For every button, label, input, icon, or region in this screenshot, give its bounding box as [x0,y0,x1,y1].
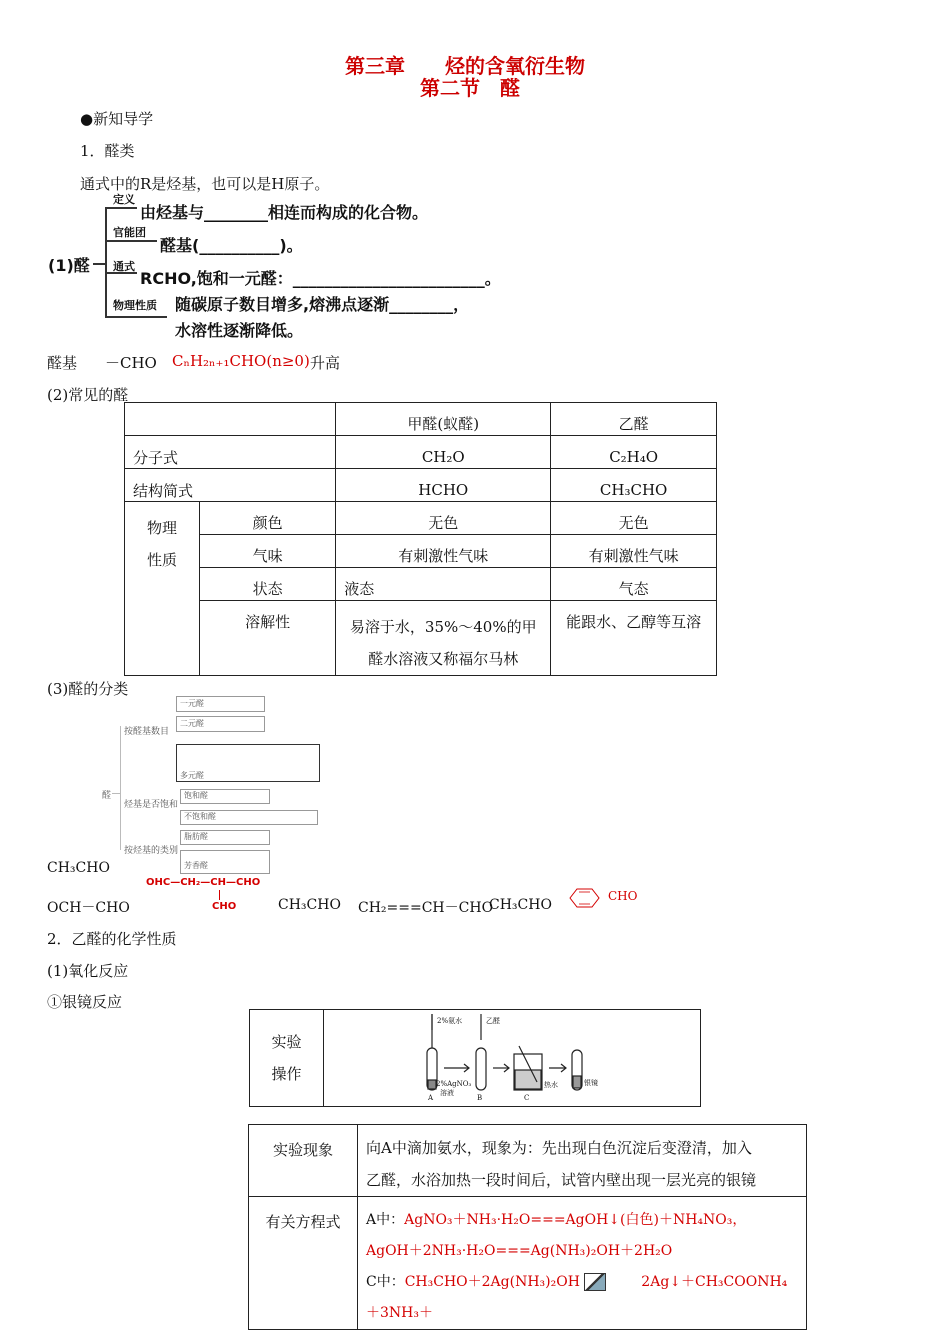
branch-text-functional-group: 醛基(__________)。 [160,236,303,255]
leaf-mono: 一元醛 [180,699,204,708]
equation-label: 有关方程式 [249,1197,358,1330]
common-heading: (2)常见的醛 [47,386,129,404]
label-solution: 溶液 [440,1089,454,1097]
formaldehyde-state: 液态 [336,568,551,601]
formaldehyde-solubility-2: 醛水溶液又称福尔马林 [368,650,519,668]
branch-label-definition: 定义 [113,193,135,206]
label-agno3: 2%AgNO₃ [436,1080,472,1088]
table-corner [125,403,336,436]
classify-heading: (3)醛的分类 [47,680,129,698]
formaldehyde-solubility-1: 易溶于水，35%～40%的甲 [349,618,537,636]
section-title: 第二节 醛 [420,76,520,100]
eq-c-line-2: 2Ag↓＋CH₃COONH₄＋3NH₃＋ [366,1274,788,1321]
branch-label-functional-group: 官能团 [113,226,146,239]
row-label-state: 状态 [200,568,336,601]
eq-c-line-1: CH₃CHO＋2Ag(NH₃)₂OH [404,1274,580,1290]
benzene-ring-icon [562,886,607,910]
physical-label-2: 性质 [146,551,177,569]
answer-4: 升高 [310,354,341,372]
classify-answer-6: CH₂===CH－CHO [358,900,494,916]
acetaldehyde-solubility: 能跟水、乙醇等互溶 [551,601,717,676]
physical-label-1: 物理 [146,519,177,537]
header-acetaldehyde: 乙醛 [551,403,717,436]
answer-3: CₙH₂ₙ₊₁CHO(n≥0) [172,352,310,370]
formaldehyde-color: 无色 [336,502,551,535]
label-ammonia: 2%氨水 [437,1017,463,1025]
leaf-di: 二元醛 [180,719,204,728]
row-label-formula: 分子式 [125,436,336,469]
operation-label [250,1010,324,1107]
answer-1: 醛基 [47,354,78,372]
acetaldehyde-formula: C₂H₄O [551,436,717,469]
physical-properties-label [125,502,200,676]
row-label-odor: 气味 [200,535,336,568]
label-acetaldehyde: 乙醛 [486,1017,500,1025]
experiment-result-table [248,1124,807,1330]
row-label-color: 颜色 [200,502,336,535]
acetaldehyde-state: 气态 [551,568,717,601]
chapter-title: 第三章 烃的含氧衍生物 [345,54,585,78]
classify-answer-1: CH₃CHO [47,860,110,876]
classify-root: 醛 [102,791,112,801]
eq-a-prefix: A中： [366,1212,405,1228]
header-formaldehyde: 甲醛(蚁醛) [336,403,551,436]
classify-answer-5: CH₃CHO [278,897,341,913]
eq-c-prefix: C中： [366,1274,405,1290]
phenomenon-line-2: 乙醛，水浴加热一段时间后，试管内壁出现一层光亮的银镜 [366,1171,757,1189]
heating-condition-icon [584,1273,606,1291]
leaf-saturated: 饱和醛 [184,791,208,800]
classify-answer-3: CHO [212,901,237,912]
phenomenon-line-1: 向A中滴加氨水，现象为：先出现白色沉淀后变澄清，加入 [366,1139,752,1157]
leaf-aliphatic: 脂肪醛 [184,832,208,841]
silver-mirror-heading: ①银镜反应 [47,993,123,1011]
operation-figure [324,1010,701,1107]
classify-answer-2: OHC—CH₂—CH—CHO [146,877,261,888]
leaf-aromatic: 芳香醛 [184,861,208,870]
phenomenon-label: 实验现象 [249,1125,358,1197]
label-b: B [477,1094,483,1102]
group-hydrocarbon: 按烃基的类别 [124,846,179,856]
classify-answer-7: CH₃CHO [489,897,552,913]
label-a: A [428,1094,434,1102]
common-aldehydes-table [124,402,717,676]
bullet-heading: ●新知导学 [80,110,154,128]
row-label-structure: 结构简式 [125,469,336,502]
equation-text [358,1197,807,1330]
group-count: 按醛基数目 [124,727,170,737]
answer-2: －CHO [105,354,157,372]
intro-note: 通式中的R是烃基，也可以是H原子。 [80,175,330,193]
branch-text-physical-1: 随碳原子数目增多,熔沸点逐渐________， [175,295,470,314]
branch-text-definition: 由烃基与________相连而构成的化合物。 [140,203,429,222]
phenomenon-text [358,1125,807,1197]
item-1-heading: 1．醛类 [80,142,135,160]
formaldehyde-structure: HCHO [336,469,551,502]
oxidation-heading: (1)氧化反应 [47,962,129,980]
classify-answer-4: OCH－CHO [47,900,130,916]
experiment-apparatus-icon [324,1010,700,1106]
item-2-heading: 2．乙醛的化学性质 [47,930,177,948]
operation-label-1: 实验 [271,1033,302,1051]
eq-a-line-2: AgOH＋2NH₃·H₂O===Ag(NH₃)₂OH＋2H₂O [366,1243,673,1259]
label-silver-mirror: 银镜 [584,1079,598,1087]
acetaldehyde-color: 无色 [551,502,717,535]
row-label-solubility: 溶解性 [200,601,336,676]
formaldehyde-formula: CH₂O [336,436,551,469]
diagram-root: (1)醛 [48,256,90,275]
label-hot-water: 热水 [544,1081,558,1089]
branch-text-general-formula: RCHO,饱和一元醛：________________________。 [140,269,501,288]
experiment-operation-table [249,1009,701,1107]
acetaldehyde-odor: 有刺激性气味 [551,535,717,568]
operation-label-2: 操作 [271,1065,302,1083]
acetaldehyde-structure: CH₃CHO [551,469,717,502]
branch-label-physical: 物理性质 [113,299,157,312]
eq-a-line-1: AgNO₃＋NH₃·H₂O===AgOH↓(白色)＋NH₄NO₃， [404,1212,747,1228]
leaf-unsaturated: 不饱和醛 [184,812,216,821]
formaldehyde-odor: 有刺激性气味 [336,535,551,568]
branch-text-physical-2: 水溶性逐渐降低。 [175,321,304,340]
group-saturation: 烃基是否饱和 [124,800,179,810]
formaldehyde-solubility [336,601,551,676]
leaf-poly: 多元醛 [180,771,204,780]
label-c: C [524,1094,530,1102]
branch-label-general-formula: 通式 [113,260,135,273]
classify-answer-8: CHO [608,889,638,903]
